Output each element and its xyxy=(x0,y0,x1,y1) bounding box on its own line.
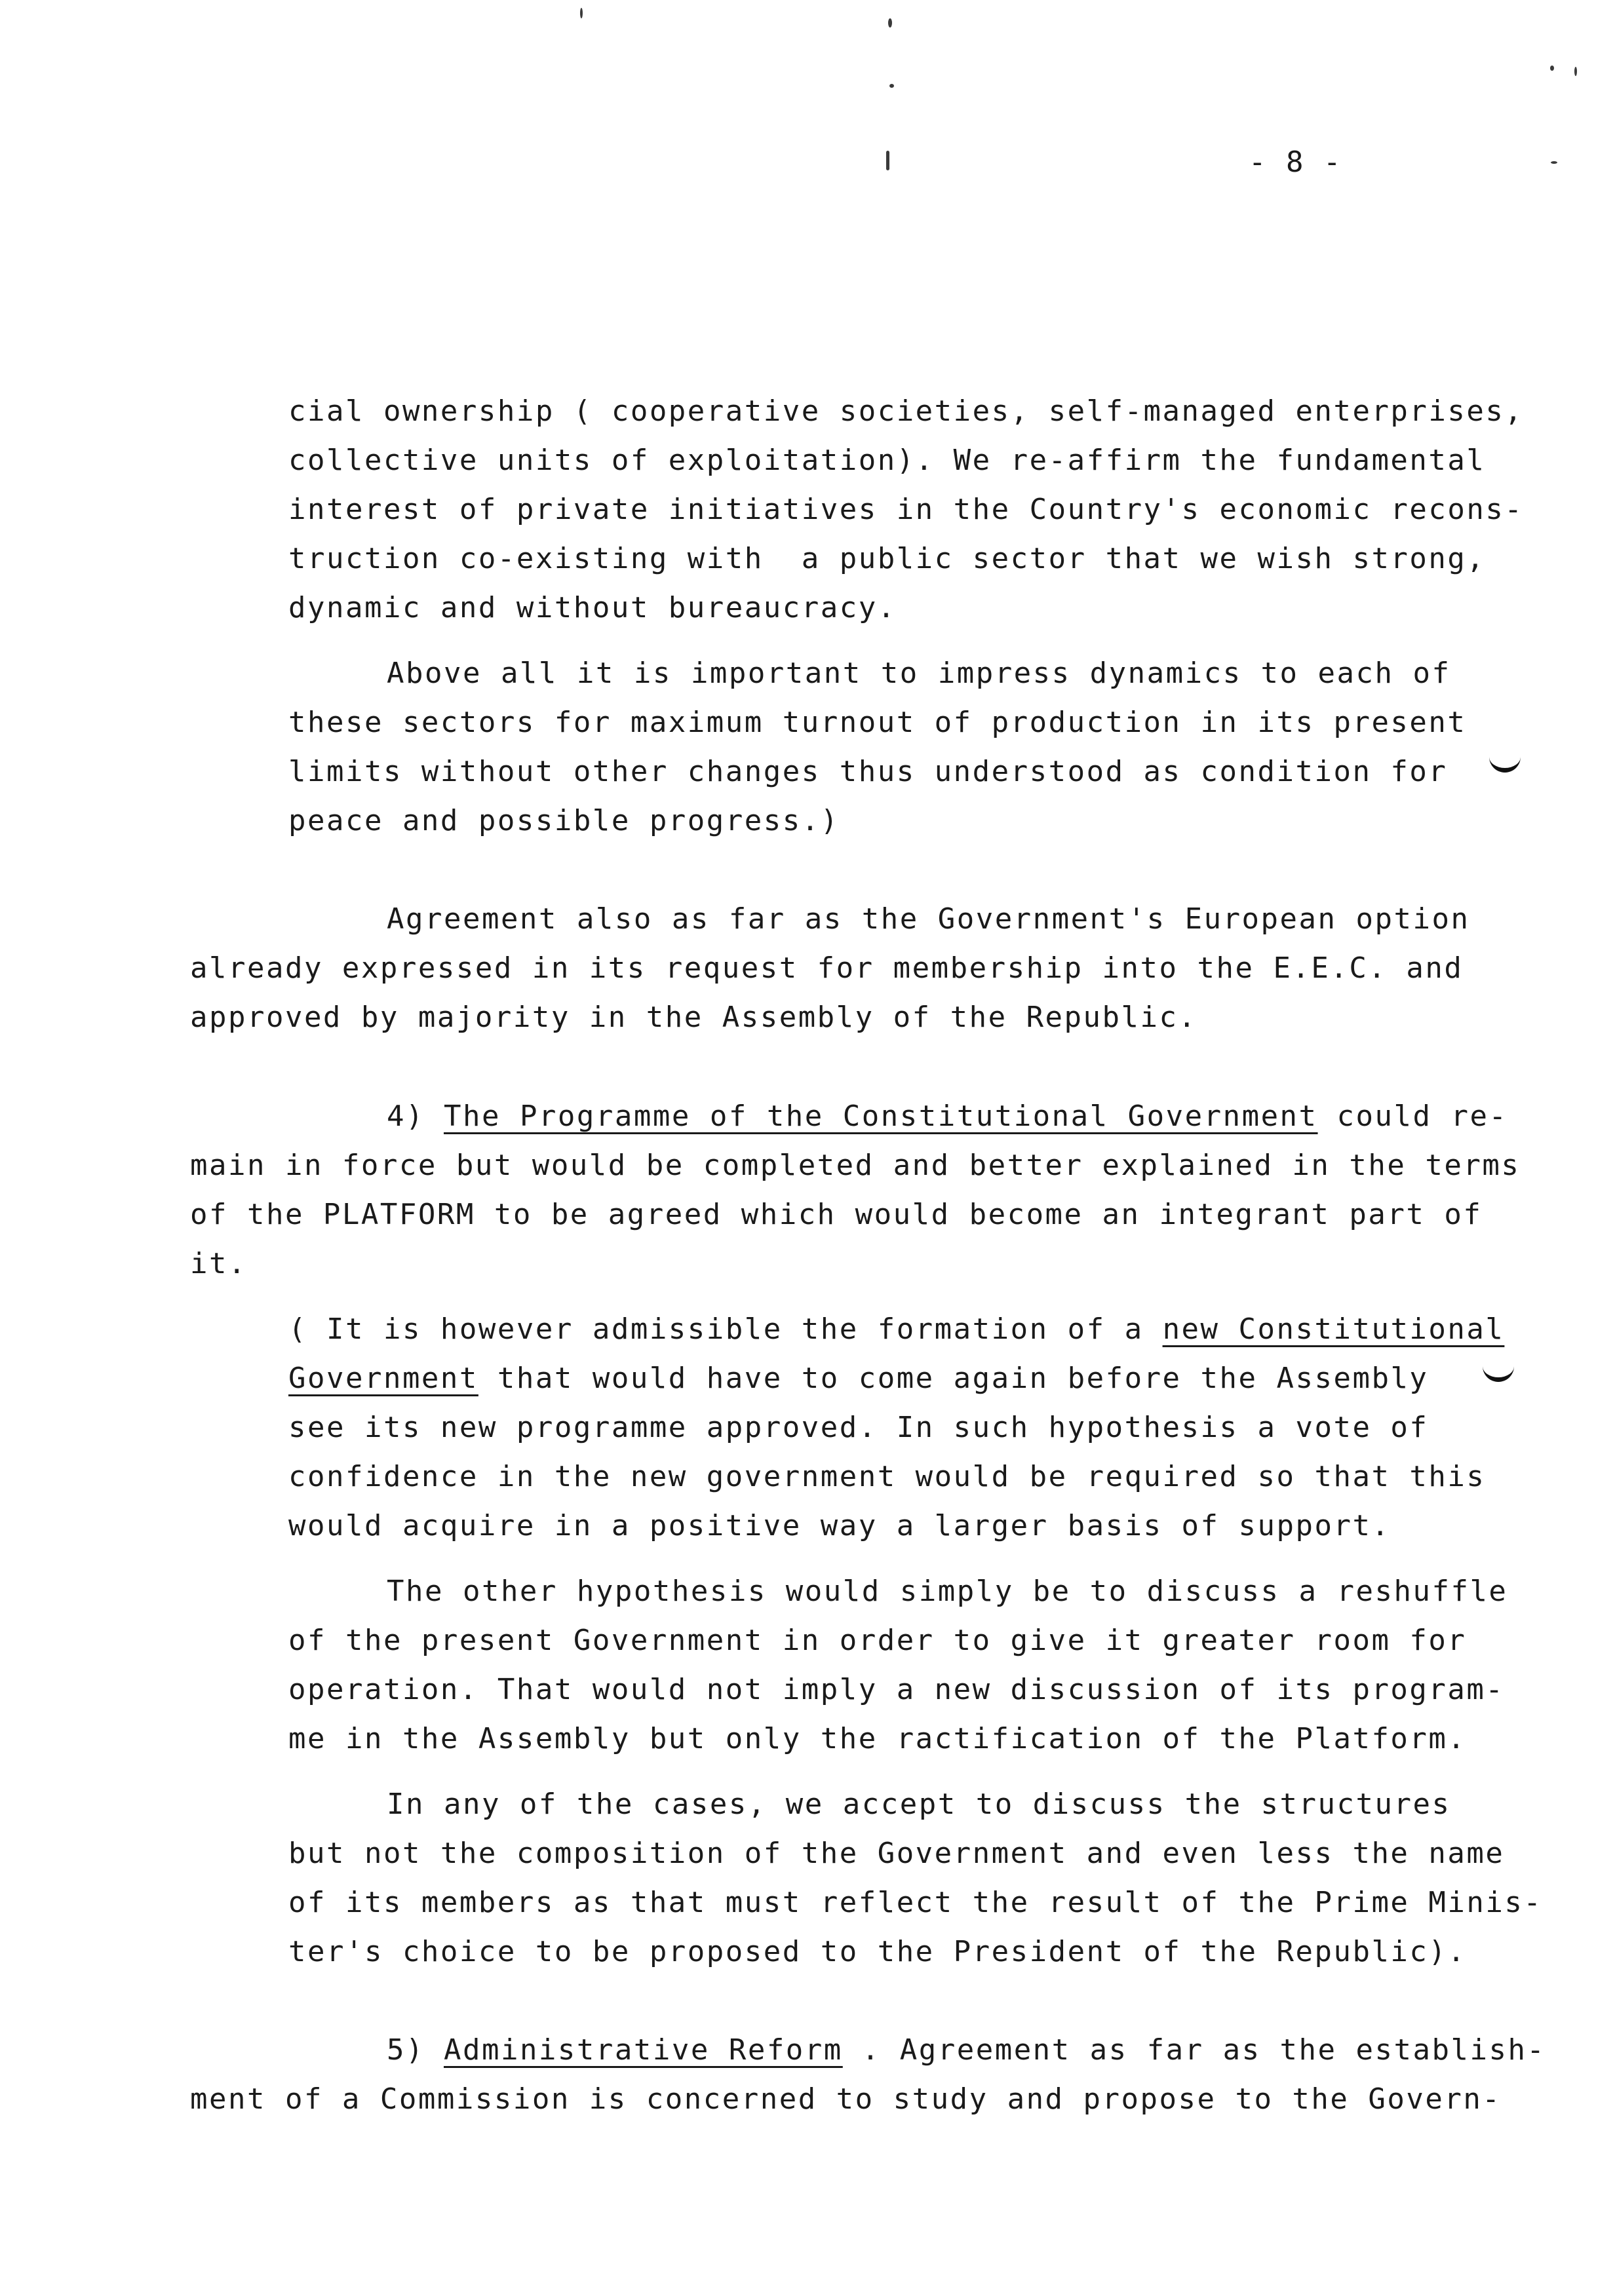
handwritten-check-mark xyxy=(1483,1363,1514,1382)
section-number: 4) xyxy=(387,1100,425,1133)
text-fragment: ( It is however admissible the formation of a xyxy=(288,1312,1163,1346)
text-line: Agreement also as far as the Government's European option xyxy=(387,902,1470,936)
section-4-line xyxy=(387,1102,1508,1131)
text-line: peace and possible progress.) xyxy=(288,804,840,837)
scan-speck xyxy=(886,151,889,170)
handwritten-check-mark xyxy=(1489,754,1521,773)
text-line: interest of private initiatives in the Country's economic recons- xyxy=(288,493,1524,526)
text-line: ter's choice to be proposed to the President of the Republic). xyxy=(288,1935,1467,1968)
section-5-line xyxy=(387,2033,1546,2067)
text-line: would acquire in a positive way a larger basis of support. xyxy=(288,1509,1391,1542)
text-line: collective units of exploitation). We re-affirm the fundamental xyxy=(288,444,1486,477)
text-line: Above all it is important to impress dynamics to each of xyxy=(387,657,1451,690)
underlined-term: new Constitutional xyxy=(1162,1312,1505,1346)
text-line: me in the Assembly but only the ractification of the Platform. xyxy=(288,1722,1467,1755)
underlined-term: Government xyxy=(288,1362,478,1395)
text-line: ment of a Commission is concerned to study and propose to the Govern- xyxy=(190,2082,1502,2116)
section-number: 5) xyxy=(387,2033,425,2067)
text-fragment: . Agreement as far as the establish- xyxy=(842,2033,1546,2067)
text-fragment: that would have to come again before the Assembly xyxy=(478,1362,1429,1395)
text-line: The other hypothesis would simply be to discuss a reshuffle xyxy=(387,1575,1508,1608)
text-line: In any of the cases, we accept to discuss the structures xyxy=(387,1788,1451,1821)
text-line xyxy=(288,1312,1505,1346)
text-line: these sectors for maximum turnout of production in its present xyxy=(288,706,1467,739)
page-number: - 8 - xyxy=(1249,145,1342,179)
text-line: truction co-existing with a public sector that we wish strong, xyxy=(288,542,1486,575)
scan-speck xyxy=(1551,161,1557,164)
text-line: see its new programme approved. In such hypothesis a vote of xyxy=(288,1411,1429,1444)
scan-speck xyxy=(1550,66,1554,71)
text-line: limits without other changes thus understood as condition for xyxy=(288,755,1448,788)
section-heading: Administrative Reform xyxy=(443,2033,843,2067)
text-line: of the present Government in order to give it greater room for xyxy=(288,1624,1467,1657)
text-line xyxy=(288,1364,1428,1393)
text-line: it. xyxy=(190,1247,247,1280)
text-line: dynamic and without bureaucracy. xyxy=(288,591,897,624)
text-line: but not the composition of the Government and even less the name xyxy=(288,1837,1505,1870)
scan-speck xyxy=(889,84,894,88)
text-line: confidence in the new government would be required so that this xyxy=(288,1460,1486,1493)
scan-speck xyxy=(888,18,892,28)
text-line: already expressed in its request for membership into the E.E.C. and xyxy=(190,951,1464,985)
text-fragment: could re- xyxy=(1317,1100,1508,1133)
text-line: approved by majority in the Assembly of the Republic. xyxy=(190,1001,1197,1034)
text-line: main in force but would be completed and better explained in the terms xyxy=(190,1149,1521,1182)
section-heading: The Programme of the Constitutional Government xyxy=(443,1100,1318,1133)
text-line: cial ownership ( cooperative societies, self-managed enterprises, xyxy=(288,394,1524,428)
text-line: of the PLATFORM to be agreed which would become an integrant part of xyxy=(190,1198,1483,1231)
text-line: operation. That would not imply a new discussion of its program- xyxy=(288,1673,1505,1706)
scan-speck xyxy=(1574,67,1577,76)
text-line: of its members as that must reflect the result of the Prime Minis- xyxy=(288,1886,1543,1919)
scan-speck xyxy=(580,8,583,18)
